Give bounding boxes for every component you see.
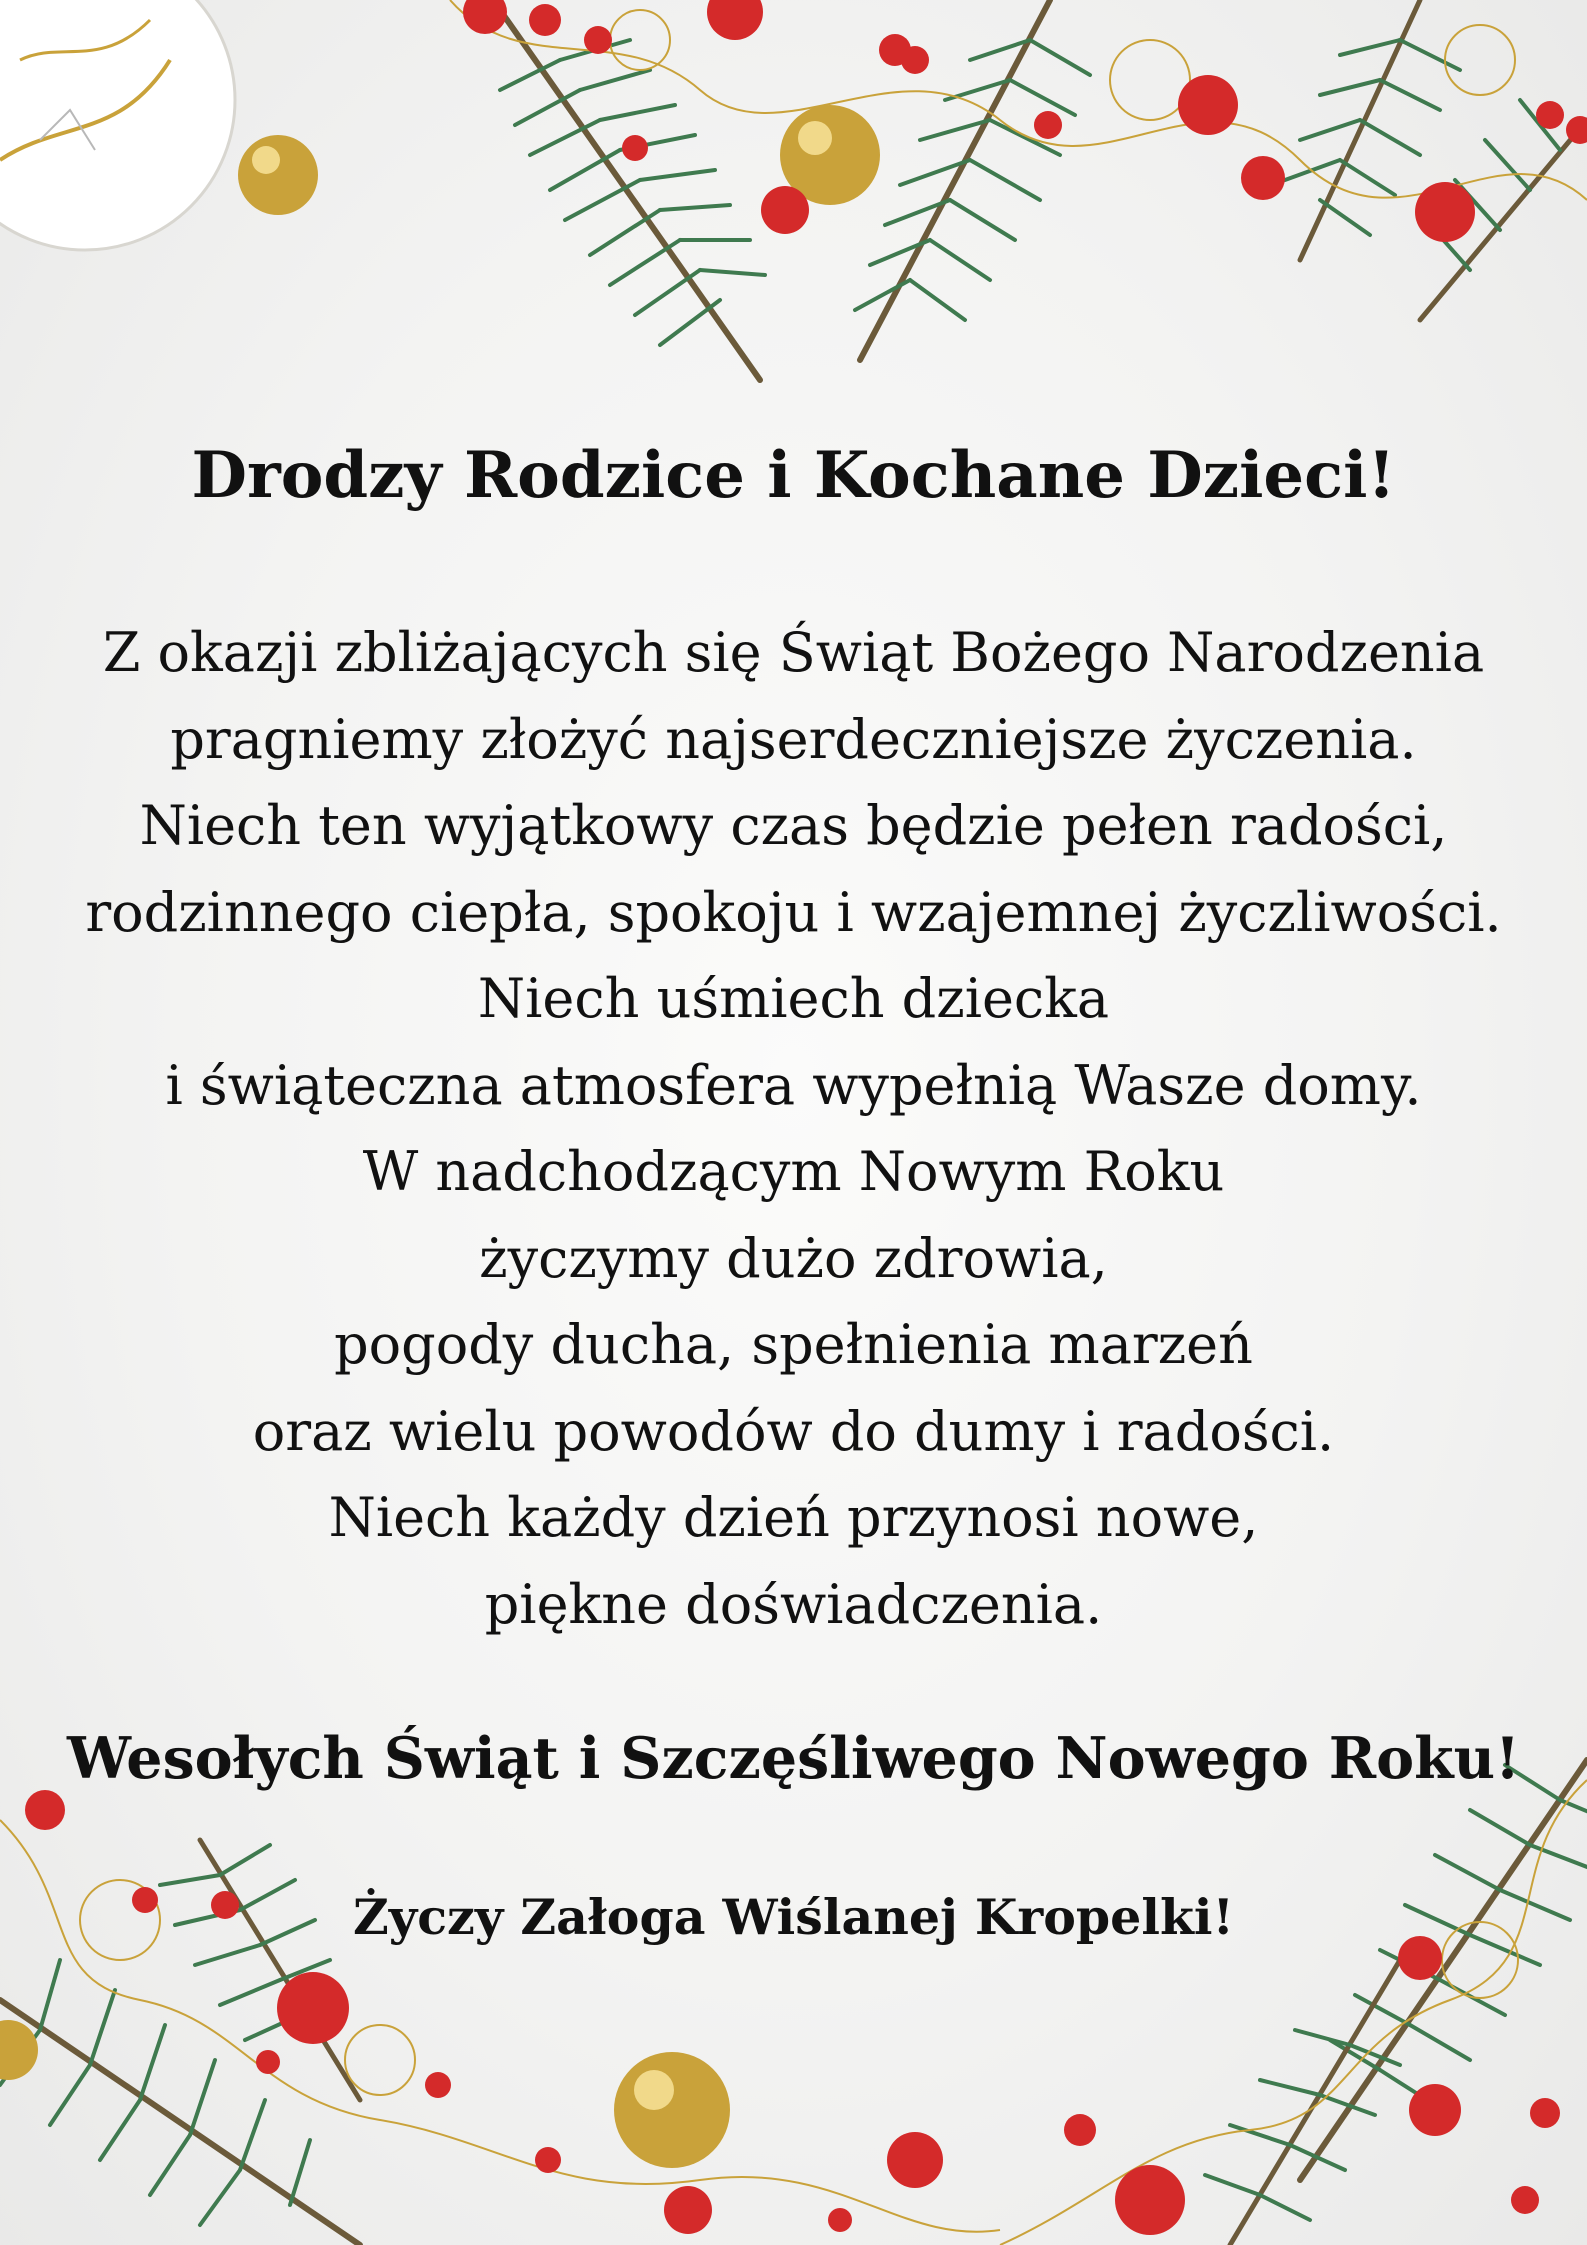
gold-wire-icon <box>450 0 1587 200</box>
pine-branch-icon <box>500 0 1587 380</box>
body-line: rodzinnego ciepła, spokoju i wzajemnej życzliwości. <box>85 880 1502 944</box>
body-line: i świąteczna atmosfera wypełnią Wasze domy. <box>165 1053 1422 1117</box>
body-line: Niech ten wyjątkowy czas będzie pełen radości, <box>139 794 1448 857</box>
body-line: piękne doświadczenia. <box>484 1572 1103 1636</box>
gold-ornament-icon <box>0 2020 730 2168</box>
body-line: pragniemy złożyć najserdeczniejsze życzenia. <box>170 707 1417 771</box>
letter-body <box>0 610 1587 1648</box>
body-line: pogody ducha, spełnienia marzeń <box>334 1313 1253 1376</box>
signature: Życzy Załoga Wiślanej Kropelki! <box>352 1888 1235 1946</box>
body-line: Niech każdy dzień przynosi nowe, <box>328 1486 1259 1549</box>
pine-branch-icon <box>0 1760 1587 2245</box>
red-berries-icon <box>25 1790 1560 2235</box>
white-bauble-icon <box>0 0 235 250</box>
body-line: Z okazji zbliżających się Świąt Bożego Narodzenia <box>102 621 1485 684</box>
red-berries-icon <box>463 0 1587 242</box>
letter-title: Drodzy Rodzice i Kochane Dzieci! <box>191 438 1396 513</box>
gold-ornament-icon <box>238 105 880 215</box>
body-line: Niech uśmiech dziecka <box>477 967 1110 1030</box>
gold-wire-icon <box>0 1780 1587 2245</box>
body-line: oraz wielu powodów do dumy i radości. <box>252 1399 1335 1463</box>
body-line: życzymy dużo zdrowia, <box>479 1226 1108 1290</box>
body-line: W nadchodzącym Nowym Roku <box>362 1140 1225 1203</box>
holiday-wishes: Wesołych Świąt i Szczęśliwego Nowego Roku! <box>66 1725 1521 1792</box>
